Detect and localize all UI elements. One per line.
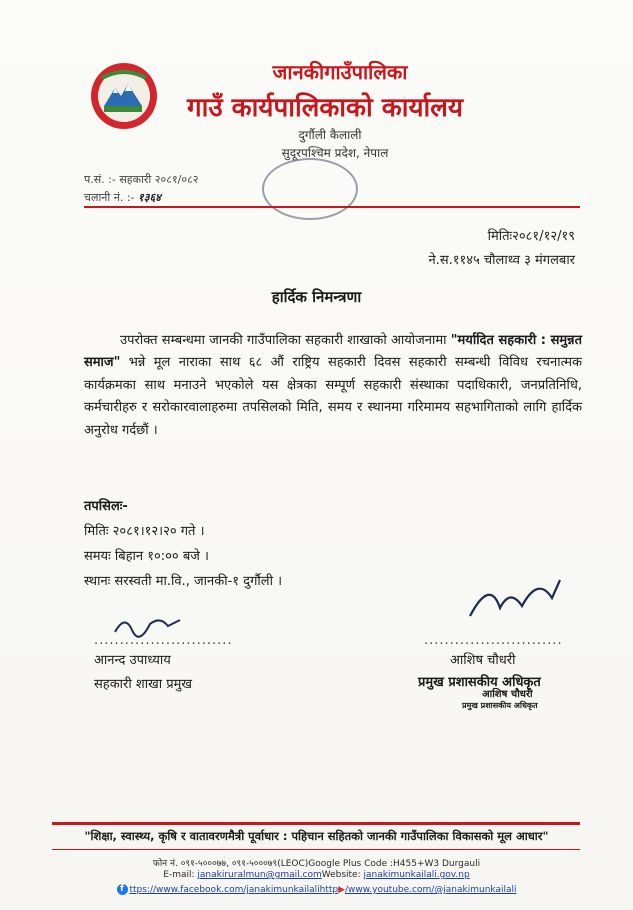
- org-name: जानकीगाउँपालिका: [272, 60, 408, 84]
- date-ns: ने.स.११४५ चौलाथ्व ३ मंगलबार: [428, 253, 575, 268]
- office-seal: [262, 158, 358, 220]
- right-signatory-name: आशिष चौधरी: [450, 653, 516, 668]
- right-signature-icon: [460, 568, 570, 628]
- facebook-link[interactable]: ttps://www.facebook.com/janakimunkailalihttp: [129, 885, 339, 895]
- letter-body: उपरोक्त सम्बन्धमा जानकी गाउँपालिका सहकारी शाखाको आयोजनामा "मर्यादित सहकारी : समुन्नत समाज" भन्ने मूल नाराका साथ ६८ औं राष्ट्रिय सहकारी दिवस सहकारी सम्बन्धी विविध रचनात्मक कार्यक्रमका साथ मनाउने भएकोले यस क्षेत्रका सम्पूर्ण सहकारी संस्थाका पदाधिकारी, जनप्रतिनिधि, कर्मचारीहरु र सरोकारवालाहरुमा तपसिलको मिति, समय र स्थानमा गरिमामय सहभागिताको लागि हार्दिक अनुरोध गर्दछौं ।: [84, 333, 582, 438]
- event-time: समयः बिहान १०:०० बजे ।: [84, 549, 209, 564]
- address-line-2: सुदूरपश्चिम प्रदेश, नेपाल: [281, 146, 389, 160]
- facebook-icon: f: [117, 884, 128, 895]
- details-heading: तपसिलः-: [84, 499, 128, 514]
- reference-number: प.सं. :- सहकारी २०८१/०८२: [84, 173, 199, 186]
- event-place: स्थानः सरस्वती मा.वि., जानकी-१ दुर्गौली ।: [84, 574, 283, 589]
- address-line-1: दुर्गौली कैलाली: [298, 128, 362, 142]
- website-link[interactable]: janakimunkailali.gov.np: [363, 870, 470, 880]
- dispatch-number: चलानी नं. :- १३६४: [84, 191, 161, 204]
- youtube-link[interactable]: /www.youtube.com/@janakimunkailali: [345, 885, 517, 895]
- footer-phone: फोन नं. ०९१-५०००७७, ०९१-५०००७९(LEOC)Google Plus Code :H455+W3 Durgauli: [152, 859, 481, 869]
- email-link[interactable]: janakiruralmun@gmail.com: [197, 870, 322, 880]
- left-signatory-name: आनन्द उपाध्याय: [94, 653, 171, 668]
- footer-divider-top: [52, 822, 580, 825]
- event-date: मितिः २०८१।१२।२० गते ।: [84, 524, 205, 539]
- footer-social: [0, 884, 633, 895]
- slogan: "मर्यादित सहकारी : समुन्नत समाज": [84, 333, 582, 371]
- left-sign-line: ...........................: [94, 633, 233, 648]
- right-sign-line: ...........................: [424, 633, 563, 648]
- left-signatory-title: सहकारी शाखा प्रमुख: [94, 677, 193, 692]
- footer-motto: "शिक्षा, स्वास्थ्य, कृषि र वातावरणमैत्री पूर्वाधार : पहिचान सहितको जानकी गाउँपालिका विकासको मूल आधार": [84, 829, 549, 843]
- date-bs: मितिः२०८१/१२/१९: [487, 229, 575, 244]
- header-divider: [84, 206, 580, 208]
- youtube-icon: ▶: [338, 885, 345, 895]
- right-stamp-name: आशिष चौधरी: [482, 689, 533, 700]
- office-name: गाउँ कार्यपालिकाको कार्यालय: [187, 93, 463, 123]
- right-stamp-title: प्रमुख प्रशासकीय अधिकृत: [462, 701, 538, 710]
- footer-divider-bottom: [52, 849, 580, 850]
- letter-title: हार्दिक निमन्त्रणा: [271, 288, 362, 306]
- right-signatory-title: प्रमुख प्रशासकीय अधिकृत: [418, 675, 541, 690]
- nepal-emblem-icon: [88, 60, 160, 132]
- footer-email-website: E-mail: janakiruralmun@gmail.comWebsite: janakimunkailali.gov.np: [163, 870, 470, 880]
